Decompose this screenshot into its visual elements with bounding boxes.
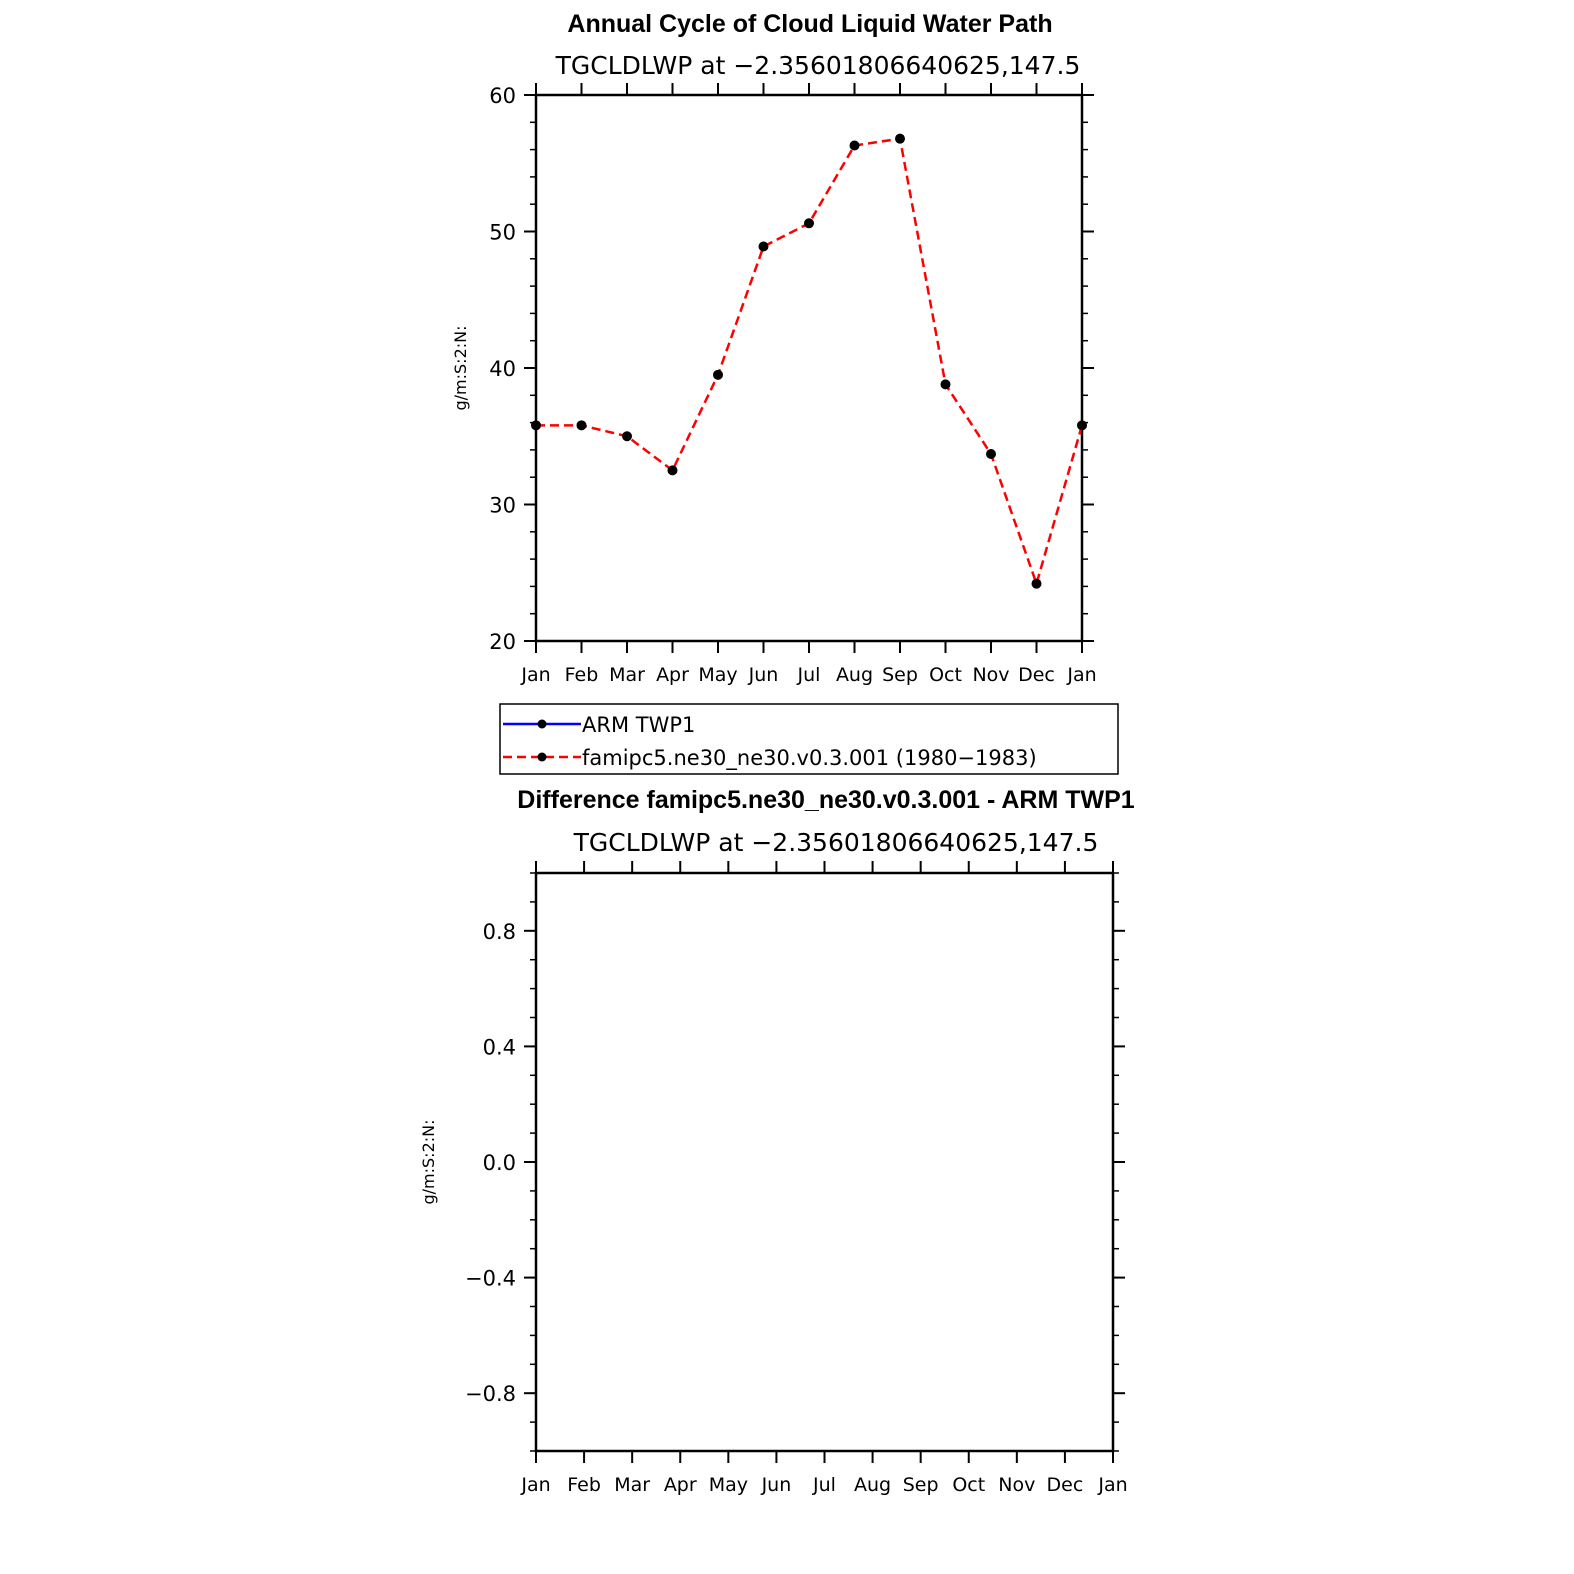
data-point <box>713 370 723 380</box>
data-point <box>1077 420 1087 430</box>
x-tick-label: Aug <box>854 1474 892 1496</box>
x-tick-label: Nov <box>972 664 1010 686</box>
x-tick-label: Aug <box>835 664 874 686</box>
data-point <box>941 379 951 389</box>
x-tick-label: Apr <box>663 1474 697 1496</box>
x-tick-label: Jan <box>1067 664 1097 686</box>
bottom-plot-area <box>465 861 1128 1496</box>
x-tick-label: Feb <box>567 1474 601 1496</box>
y-tick-label: 0.8 <box>482 919 516 944</box>
legend-model-label: famipc5.ne30_ne30.v0.3.001 (1980−1983) <box>582 746 1037 770</box>
legend-model-marker <box>538 753 547 762</box>
data-point <box>986 449 996 459</box>
y-tick-label: −0.4 <box>465 1266 516 1291</box>
x-tick-label: Jan <box>521 1474 551 1496</box>
x-tick-label: Jan <box>521 664 551 686</box>
top-chart-ylabel: g/m:S:2:N: <box>451 325 470 411</box>
y-tick-label: 60 <box>489 84 516 108</box>
x-tick-label: Oct <box>929 664 962 686</box>
x-tick-label: Dec <box>1046 1474 1084 1496</box>
y-tick-label: 20 <box>489 630 516 654</box>
x-tick-label: May <box>708 1474 748 1496</box>
data-point <box>895 134 905 144</box>
x-tick-label: Mar <box>614 1474 651 1496</box>
legend-arm-label: ARM TWP1 <box>582 713 696 737</box>
y-tick-label: −0.8 <box>465 1382 516 1407</box>
y-tick-label: 50 <box>489 220 516 245</box>
plot-frame <box>536 95 1082 641</box>
x-tick-label: Oct <box>952 1474 986 1496</box>
data-point <box>622 431 632 441</box>
x-tick-label: Dec <box>1018 664 1055 686</box>
x-tick-label: Feb <box>564 664 599 686</box>
bottom-chart-ylabel: g/m:S:2:N: <box>419 1119 438 1205</box>
data-point <box>759 242 769 252</box>
legend-arm-marker <box>538 720 547 729</box>
data-point <box>577 420 587 430</box>
y-tick-label: 0.4 <box>482 1035 516 1060</box>
x-tick-label: Jul <box>797 664 821 686</box>
x-tick-label: Mar <box>609 664 645 686</box>
x-tick-label: Jul <box>813 1474 836 1496</box>
x-tick-label: Apr <box>656 664 689 686</box>
x-tick-label: Jun <box>761 1474 792 1496</box>
data-point <box>850 141 860 151</box>
top-chart-subtitle: TGCLDLWP at −2.35601806640625,147.5 <box>555 51 1081 80</box>
bottom-chart-subtitle: TGCLDLWP at −2.35601806640625,147.5 <box>573 828 1099 857</box>
x-tick-label: Sep <box>902 1474 939 1496</box>
y-tick-label: 0.0 <box>482 1151 516 1175</box>
legend <box>500 704 1118 774</box>
x-tick-label: Jan <box>1098 1474 1128 1496</box>
bottom-chart-title: Difference famipc5.ne30_ne30.v0.3.001 - ARM TWP1 <box>517 786 1135 814</box>
x-tick-label: Jun <box>748 664 779 686</box>
x-tick-label: Nov <box>998 1474 1036 1496</box>
plot-frame <box>536 873 1113 1451</box>
series-line-1 <box>536 139 1082 584</box>
y-tick-label: 30 <box>489 493 516 518</box>
top-plot-area <box>489 83 1096 686</box>
data-point <box>668 465 678 475</box>
y-tick-label: 40 <box>489 357 516 381</box>
data-point <box>531 420 541 430</box>
x-tick-label: Sep <box>882 664 918 686</box>
data-point <box>804 218 814 228</box>
top-chart-title: Annual Cycle of Cloud Liquid Water Path <box>567 10 1053 38</box>
x-tick-label: May <box>698 664 738 686</box>
data-point <box>1032 579 1042 589</box>
